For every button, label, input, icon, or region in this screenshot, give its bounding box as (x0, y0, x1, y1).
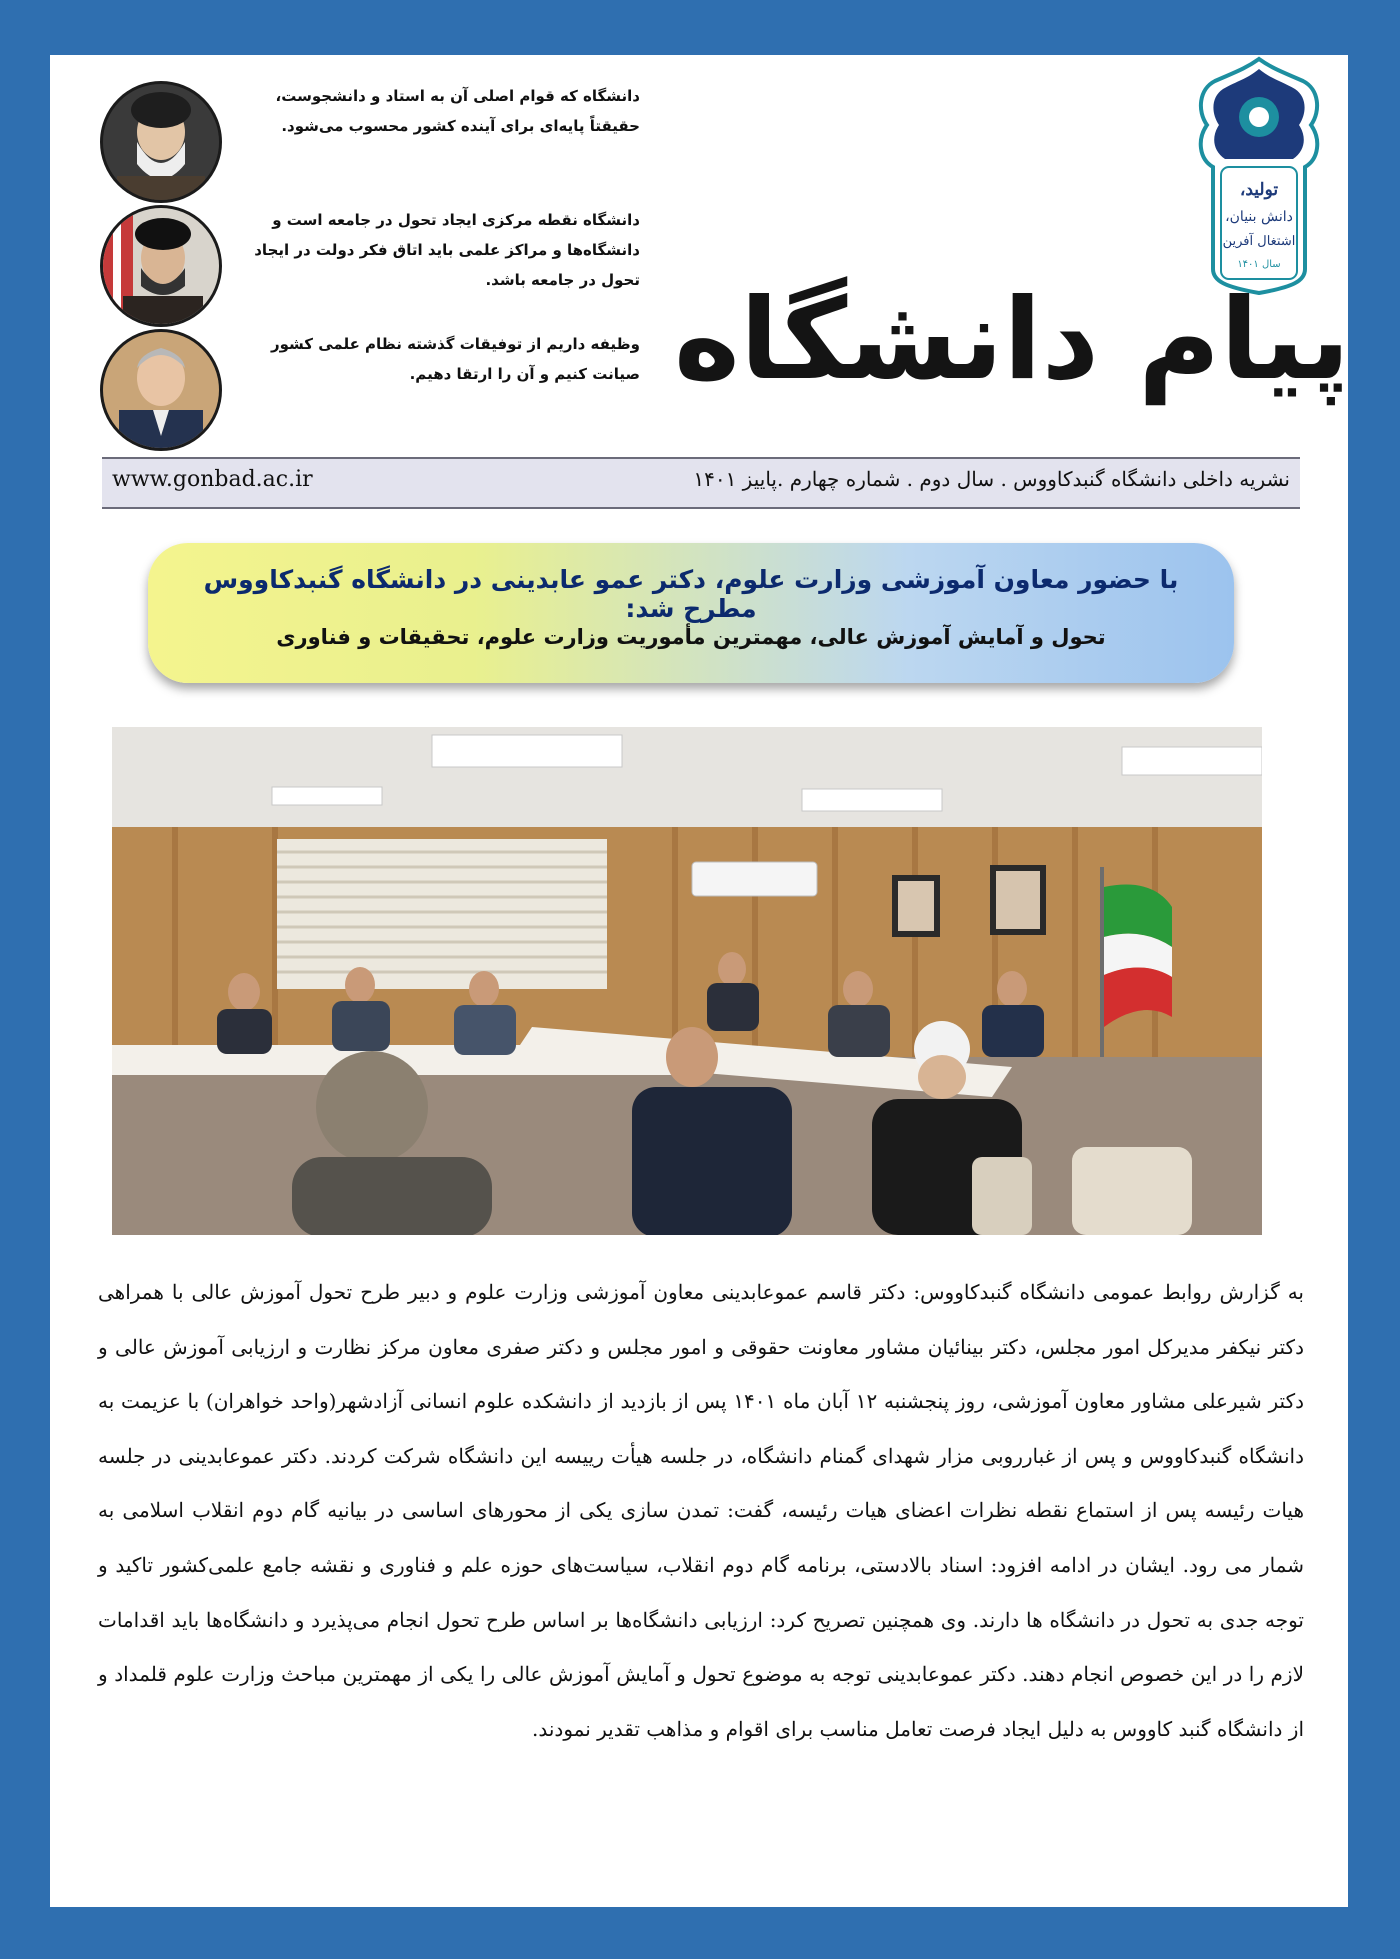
portrait-3 (100, 329, 222, 451)
headline-title: با حضور معاون آموزشی وزارت علوم، دکتر عمو عابدینی در دانشگاه گنبدکاووس مطرح شد: (203, 565, 1179, 623)
quote-3 (100, 329, 660, 449)
issue-info: نشریه داخلی دانشگاه گنبدکاووس . سال دوم . شماره چهارم .پاییز ۱۴۰۱ (693, 467, 1290, 491)
logo-line-3: اشتغال آفرین (1222, 234, 1296, 249)
logo-line-2: دانش بنیان، (1225, 209, 1293, 225)
issue-info-bar (102, 457, 1300, 509)
portrait-2 (100, 205, 222, 327)
website-link[interactable]: www.gonbad.ac.ir (112, 467, 313, 492)
meeting-photo (112, 727, 1262, 1235)
article-body: به گزارش روابط عمومی دانشگاه گنبدکاووس: دکتر قاسم عموعابدینی معاون آموزشی وزارت علوم و دبیر طرح تحول آموزش عالی با همراهی دکتر نیکفر مدیرکل امور مجلس، دکتر بینائیان مشاور معاونت حقوقی و امور مجلس و دکتر صفری معاون مرکز نظارت و ارزیابی آموزش عالی و دکتر شیرعلی مشاور معاون آموزشی، روز پنجشنبه ۱۲ آبان ماه ۱۴۰۱ پس از بازدید از دانشکده علوم انسانی آزادشهر(واحد خواهران) با عزیمت به دانشگاه گنبدکاووس و پس از غبارروبی مزار شهدای گمنام دانشگاه، در جلسه هیأت رییسه این دانشگاه شرکت کردند. دکتر عموعابدینی در جلسه هیات رئیسه پس از استماع نقطه نظرات اعضای هیات رئیسه، گفت: تمدن سازی یکی از محورهای اساسی در بیانیه گام دوم انقلاب اسلامی به شمار می رود. ایشان در ادامه افزود: اسناد بالادستی، برنامه گام دوم انقلاب، سیاست‌های حوزه علم و فناوری و نقشه جامع علمی‌کشور تاکید و توجه جدی به تحول در دانشگاه ها دارند. وی همچنین تصریح کرد: ارزیابی دانشگاه‌ها بر اساس طرح تحول انجام می‌پذیرد و دانشگاه‌ها باید اقدامات لازم را در این خصوص انجام دهند. دکتر عموعابدینی توجه به موضوع تحول و آمایش آموزش عالی را یکی از مهمترین مباحث وزارت علوم قلمداد و از دانشگاه گنبد کاووس به دلیل ایجاد فرصت تعامل مناسب برای اقوام و مذاهب تقدیر نمودند. (98, 1280, 1304, 1741)
quote-2 (100, 205, 660, 325)
quote-1 (100, 81, 660, 201)
masthead-title: پیام دانشگاه (673, 275, 1350, 405)
quote-text-1: دانشگاه که قوام اصلی آن به استاد و دانشجوست، حقیقتاً پایه‌ای برای آینده کشور محسوب می‌شود. (275, 87, 640, 135)
portrait-1 (100, 81, 222, 203)
quote-text-3: وظیفه داریم از توفیقات گذشته نظام علمی کشور صیانت کنیم و آن را ارتقا دهیم. (270, 335, 640, 383)
headline-subtitle: تحول و آمایش آموزش عالی، مهمترین مأموریت وزارت علوم، تحقیقات و فناوری (276, 625, 1106, 649)
newsletter-page (50, 55, 1348, 1907)
quote-text-2: دانشگاه نقطه مرکزی ایجاد تحول در جامعه است و دانشگاه‌ها و مراکز علمی باید اتاق فکر دولت در ایجاد تحول در جامعه باشد. (254, 211, 640, 289)
headline-box (148, 543, 1234, 683)
logo-line-1: تولید، (1239, 180, 1279, 200)
logo-year: سال ۱۴۰۱ (1237, 259, 1281, 270)
